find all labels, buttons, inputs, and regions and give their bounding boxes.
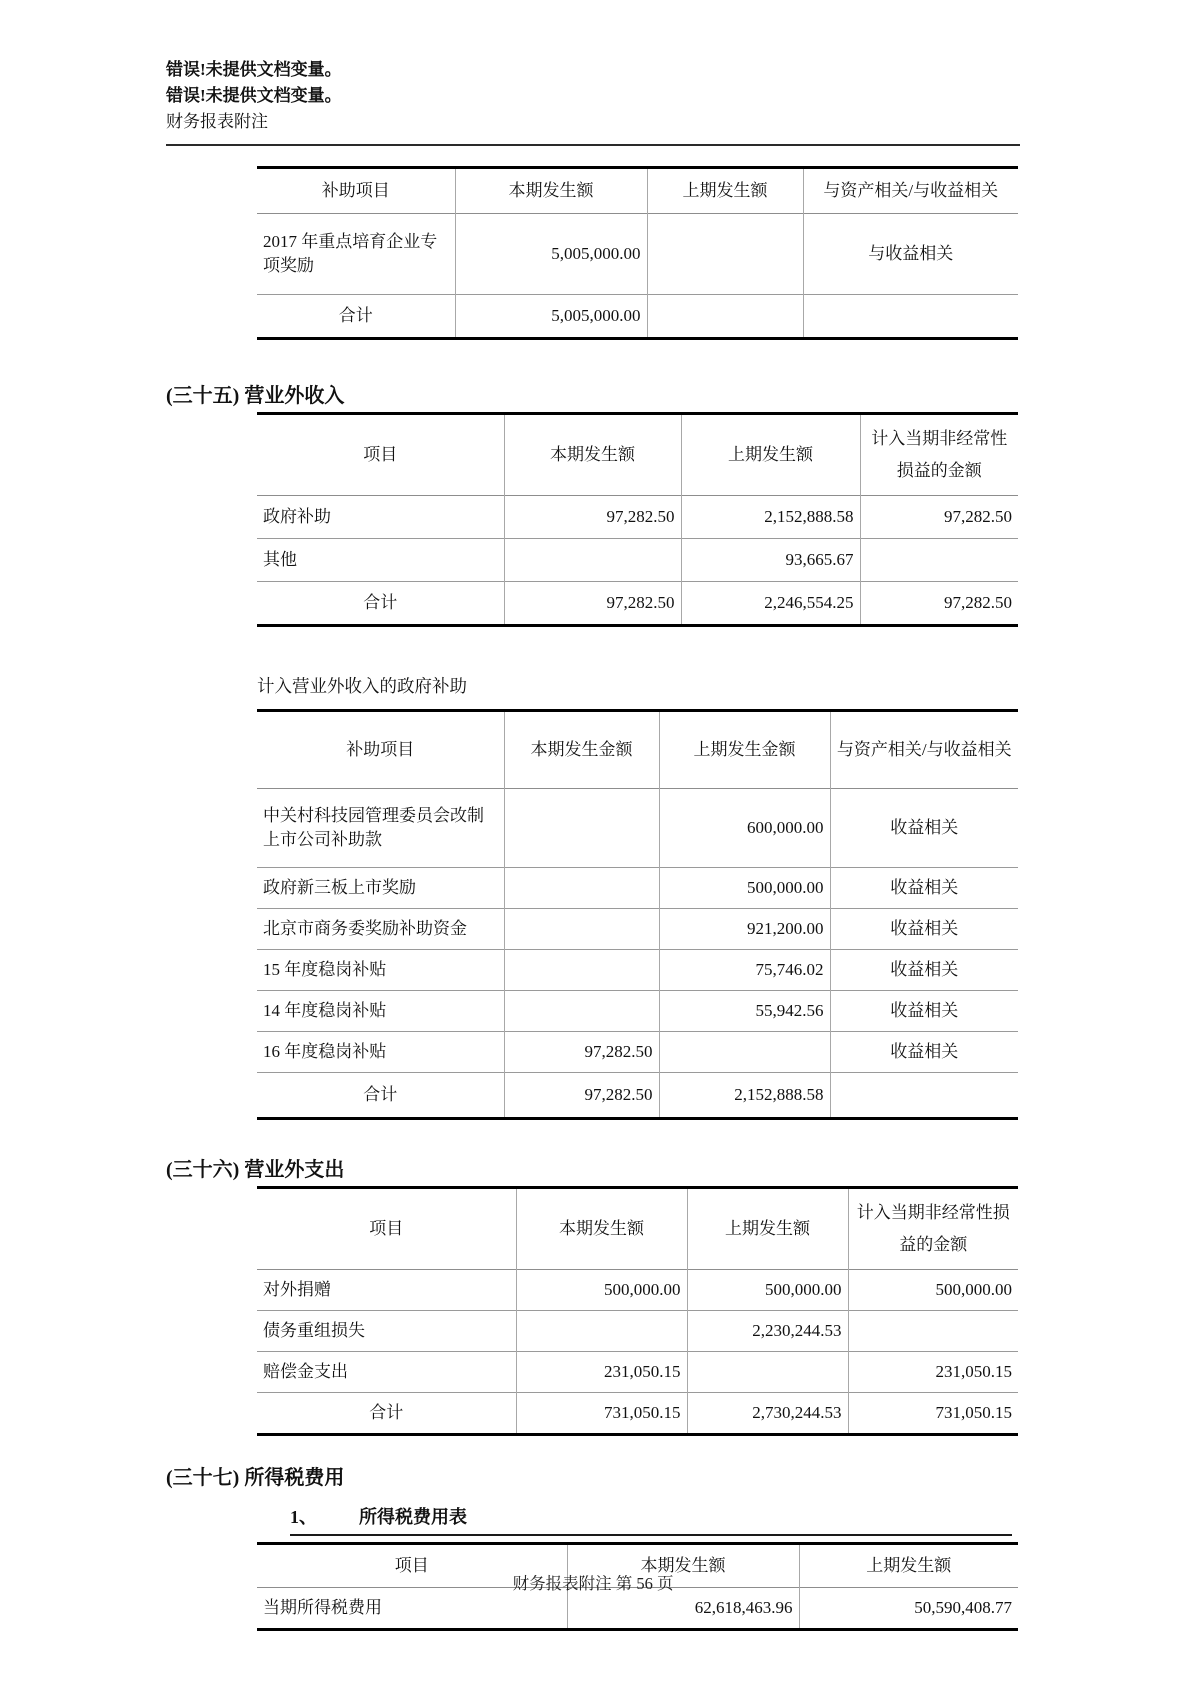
table-header-cell: 上期发生额 [799,1544,1018,1588]
table-cell [504,539,681,582]
gov-subsidy-table [257,709,1018,1120]
table-cell [504,868,659,909]
table-cell: 16 年度稳岗补贴 [263,1042,387,1061]
table-cell: 对外捐赠 [263,1280,331,1299]
table-header-cell: 计入当期非经常性损益的金额 [860,414,1018,496]
table-cell: 600,000.00 [659,789,830,868]
table-header-row [257,1188,1018,1270]
table-total-row [257,295,1018,339]
table-header-cell: 本期发生额 [455,168,647,214]
table-cell: 2,230,244.53 [687,1311,848,1352]
table-row [257,991,1018,1032]
table-cell: 55,942.56 [659,991,830,1032]
table-cell: 500,000.00 [848,1270,1018,1311]
sub-heading-label: 所得税费用表 [359,1507,467,1527]
table-cell: 北京市商务委奖励补助资金 [263,919,467,938]
table-cell: 500,000.00 [516,1270,687,1311]
table-header-cell: 本期发生额 [504,414,681,496]
table-cell [647,214,803,295]
table-header-cell: 本期发生额 [516,1188,687,1270]
doc-header-line-2: 错误!未提供文档变量。 [166,86,342,105]
table-cell: 97,282.50 [504,1073,659,1119]
table-header-row [257,414,1018,496]
table-cell: 合计 [363,1085,398,1104]
table-header-row [257,711,1018,789]
table-cell: 2017 年重点培育企业专项奖励 [263,232,438,275]
table-cell: 2,730,244.53 [687,1393,848,1435]
table-cell: 97,282.50 [504,582,681,626]
table-row [257,1032,1018,1073]
table-row [257,950,1018,991]
table-row [257,496,1018,539]
table-row [257,868,1018,909]
table-header-cell: 与资产相关/与收益相关 [830,711,1018,789]
table-row [257,1352,1018,1393]
table-cell: 赔偿金支出 [263,1362,348,1381]
table-cell [647,295,803,339]
table-total-row [257,1393,1018,1435]
doc-header-line-3: 财务报表附注 [166,112,268,131]
doc-header [166,0,1200,135]
table-header-row [257,168,1018,214]
table-cell [803,295,1018,339]
table-cell: 收益相关 [830,789,1018,868]
table-header-cell: 补助项目 [321,181,390,200]
table-header-cell: 计入当期非经常性损益的金额 [848,1188,1018,1270]
table-row [257,1270,1018,1311]
table-cell: 2,246,554.25 [681,582,860,626]
page-footer: 财务报表附注 第 56 页 [512,1574,674,1593]
table-cell: 97,282.50 [860,582,1018,626]
table-cell [848,1311,1018,1352]
table-cell: 合计 [338,306,373,325]
table-row [257,539,1018,582]
sub-heading-number: 1、 [290,1507,317,1527]
table-cell: 62,618,463.96 [567,1588,799,1630]
table-cell: 231,050.15 [516,1352,687,1393]
table-cell: 政府新三板上市奖励 [263,878,416,897]
table-header-cell: 项目 [394,1556,429,1575]
table-cell [516,1311,687,1352]
table-header-cell: 上期发生金额 [659,711,830,789]
table-cell: 921,200.00 [659,909,830,950]
table-row [257,214,1018,295]
table-cell: 2,152,888.58 [681,496,860,539]
section-heading-35: (三十五) 营业外收入 [166,385,345,407]
table-cell: 中关村科技园管理委员会改制上市公司补助款 [263,806,484,849]
table-header-cell: 上期发生额 [681,414,860,496]
table-cell [830,1073,1018,1119]
table-cell: 731,050.15 [848,1393,1018,1435]
table-cell: 500,000.00 [687,1270,848,1311]
table-cell: 收益相关 [830,909,1018,950]
table-cell: 75,746.02 [659,950,830,991]
income-tax-sub-heading [290,1504,1012,1536]
table-cell: 15 年度稳岗补贴 [263,960,387,979]
table-cell: 当期所得税费用 [263,1598,382,1617]
table-cell: 50,590,408.77 [799,1588,1018,1630]
table-cell: 500,000.00 [659,868,830,909]
table-cell: 5,005,000.00 [455,295,647,339]
table-cell: 合计 [369,1403,404,1422]
table-cell: 231,050.15 [848,1352,1018,1393]
subsidy-table [257,166,1018,340]
gov-subsidy-title: 计入营业外收入的政府补助 [257,676,467,696]
table-cell: 731,050.15 [516,1393,687,1435]
non-operating-expense-table [257,1186,1018,1436]
table-header-cell: 补助项目 [346,740,415,759]
table-header-cell: 项目 [369,1219,404,1238]
section-heading-36: (三十六) 营业外支出 [166,1159,345,1181]
table-cell: 14 年度稳岗补贴 [263,1001,387,1020]
table-total-row [257,1073,1018,1119]
table-cell [860,539,1018,582]
table-cell: 2,152,888.58 [659,1073,830,1119]
table-header-cell: 本期发生额 [567,1544,799,1588]
table-header-cell: 上期发生额 [687,1188,848,1270]
table-cell [504,991,659,1032]
table-row [257,909,1018,950]
table-header-cell: 上期发生额 [647,168,803,214]
table-row [257,789,1018,868]
table-cell: 债务重组损失 [263,1321,365,1340]
table-cell: 5,005,000.00 [455,214,647,295]
table-cell: 收益相关 [830,868,1018,909]
table-header-cell: 项目 [363,445,398,464]
table-cell: 其他 [263,550,297,569]
section-heading-37: (三十七) 所得税费用 [166,1467,345,1489]
table-cell: 97,282.50 [504,496,681,539]
table-cell: 与收益相关 [803,214,1018,295]
table-cell [504,789,659,868]
doc-header-line-1: 错误!未提供文档变量。 [166,60,342,79]
table-cell [504,950,659,991]
table-cell [504,909,659,950]
table-cell [687,1352,848,1393]
table-cell: 收益相关 [830,991,1018,1032]
header-rule [166,144,1020,146]
table-cell: 收益相关 [830,1032,1018,1073]
table-cell: 收益相关 [830,950,1018,991]
table-header-cell: 本期发生金额 [504,711,659,789]
table-cell: 政府补助 [263,507,331,526]
table-cell: 合计 [363,593,398,612]
table-cell: 97,282.50 [860,496,1018,539]
table-row [257,1311,1018,1352]
table-cell [659,1032,830,1073]
table-total-row [257,582,1018,626]
non-operating-income-table [257,412,1018,627]
table-cell: 97,282.50 [504,1032,659,1073]
table-header-cell: 与资产相关/与收益相关 [803,168,1018,214]
table-cell: 93,665.67 [681,539,860,582]
